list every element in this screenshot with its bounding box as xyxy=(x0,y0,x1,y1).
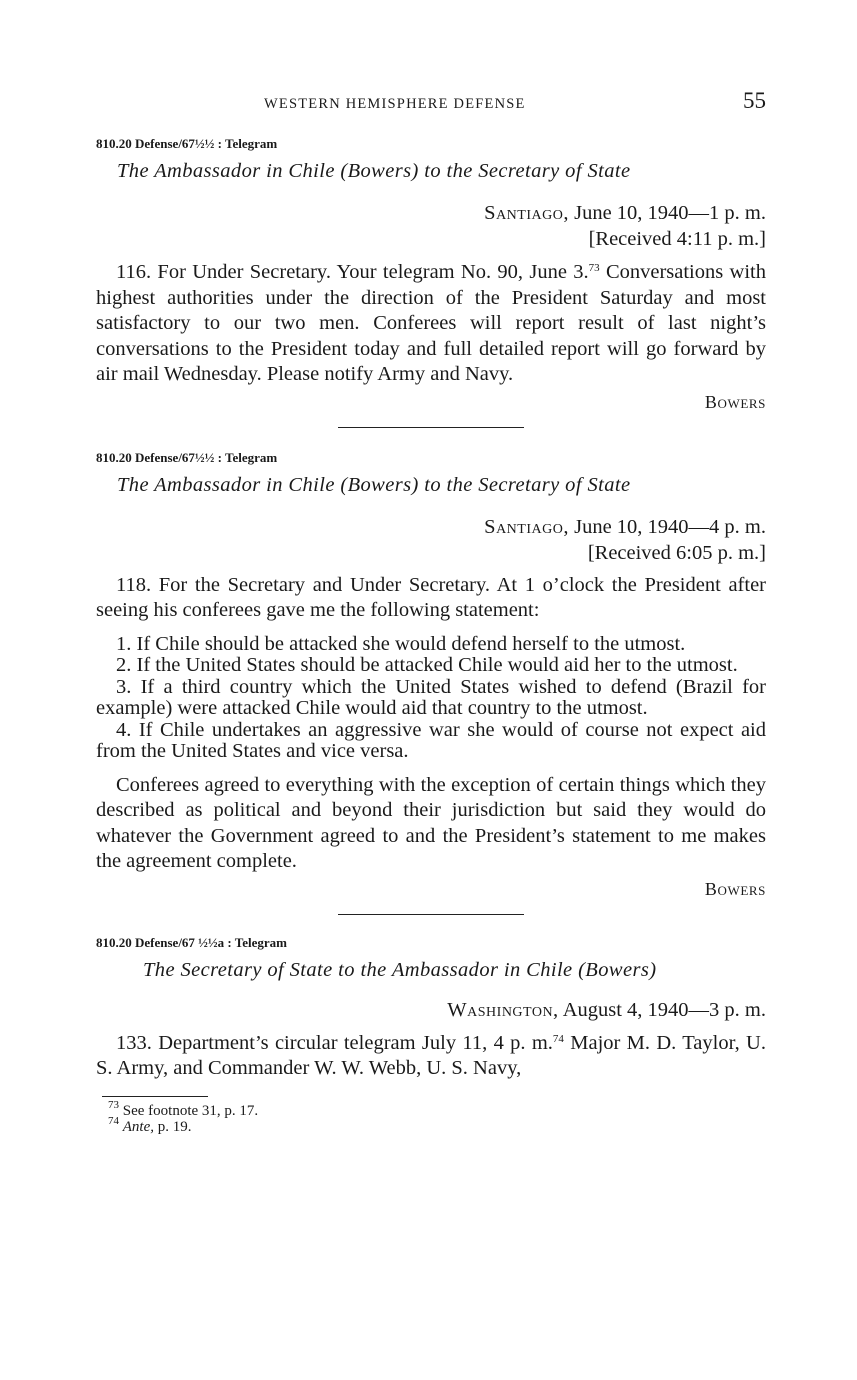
running-head xyxy=(96,88,766,122)
dateline xyxy=(96,514,766,540)
footnote-italic-text: Ante, xyxy=(122,1118,154,1135)
list-item: 2. If the United States should be attacked Chile would aid her to the utmost. xyxy=(116,654,738,676)
received-line: [Received 4:11 p. m.] xyxy=(588,228,766,250)
footnote-marker: 73 xyxy=(588,262,600,274)
footnote-text: p. 19. xyxy=(154,1118,192,1135)
list-item: 1. If Chile should be attacked she would defend herself to the utmost. xyxy=(116,632,686,655)
document-118 xyxy=(96,450,766,900)
dateline xyxy=(96,997,766,1023)
document-page xyxy=(96,88,766,1135)
body-text: 116. For Under Secretary. Your telegram No. 90, June 3. xyxy=(116,261,589,283)
body-text-continued: Major M. D. Taylor, U. S. Army, and Commander W. W. Webb, U. S. Navy, xyxy=(96,1031,766,1079)
list-item: 4. If Chile undertakes an aggressive war she would of course not expect aid from the United States and vice versa. xyxy=(96,718,766,762)
footnote-74 xyxy=(108,1114,766,1135)
document-116 xyxy=(96,136,766,413)
telegram-closing: Conferees agreed to everything with the exception of certain things which they described as political and beyond their jurisdiction but said they would do whatever the Government agreed to and the President’s statement to me makes the agreement complete. xyxy=(96,773,766,872)
footnote-text: See footnote 31, p. 17. xyxy=(122,1102,259,1119)
footnote-73 xyxy=(108,1098,766,1119)
footnote-mark: 73 xyxy=(108,1098,119,1111)
section-divider xyxy=(338,914,524,915)
dateline-place: Santiago, xyxy=(484,202,569,224)
dateline-date: June 10, 1940—1 p. m. xyxy=(574,202,766,224)
signature: Bowers xyxy=(704,391,766,412)
telegram-body xyxy=(96,1031,766,1082)
signature: Bowers xyxy=(704,878,766,899)
document-heading: The Ambassador in Chile (Bowers) to the Secretary of State xyxy=(117,160,631,182)
body-text-continued: Conversations with highest authorities under the direction of the President Saturday and most satisfactory to our two men. Conferees will report result of last night’s conversations to the President today and full detailed report will go forward by air mail Wednesday. Please notify Army and Navy. xyxy=(96,261,766,385)
list-item: 3. If a third country which the United States wished to defend (Brazil for example) were attacked Chile would aid that country to the utmost. xyxy=(96,675,766,719)
footnote-marker: 74 xyxy=(552,1032,564,1045)
file-reference: 810.20 Defense/67½½ : Telegram xyxy=(96,136,278,151)
body-text: 133. Department’s circular telegram July 11, 4 p. m. xyxy=(116,1031,553,1054)
running-head-title: WESTERN HEMISPHERE DEFENSE xyxy=(264,96,526,112)
footnote-mark: 74 xyxy=(108,1114,119,1127)
file-reference: 810.20 Defense/67½½ : Telegram xyxy=(96,449,278,465)
document-heading: The Secretary of State to the Ambassador in Chile (Bowers) xyxy=(143,958,657,981)
received-line: [Received 6:05 p. m.] xyxy=(587,541,766,564)
dateline xyxy=(96,200,766,226)
dateline-place: Santiago, xyxy=(484,515,569,538)
dateline-date: June 10, 1940—4 p. m. xyxy=(574,515,766,538)
file-reference: 810.20 Defense/67 ½½a : Telegram xyxy=(96,934,288,950)
footnote-divider xyxy=(102,1096,208,1097)
telegram-body xyxy=(96,260,766,388)
footnotes xyxy=(96,1098,766,1135)
dateline-date: August 4, 1940—3 p. m. xyxy=(562,998,766,1021)
page-number: 55 xyxy=(743,88,766,113)
document-heading: The Ambassador in Chile (Bowers) to the Secretary of State xyxy=(117,473,631,496)
telegram-intro: 118. For the Secretary and Under Secretary. At 1 o’clock the President after seeing his conferees gave me the following statement: xyxy=(96,573,766,621)
section-divider xyxy=(338,427,524,428)
document-133 xyxy=(96,935,766,1082)
statement-list xyxy=(96,634,766,763)
dateline-place: Washington, xyxy=(447,998,559,1021)
